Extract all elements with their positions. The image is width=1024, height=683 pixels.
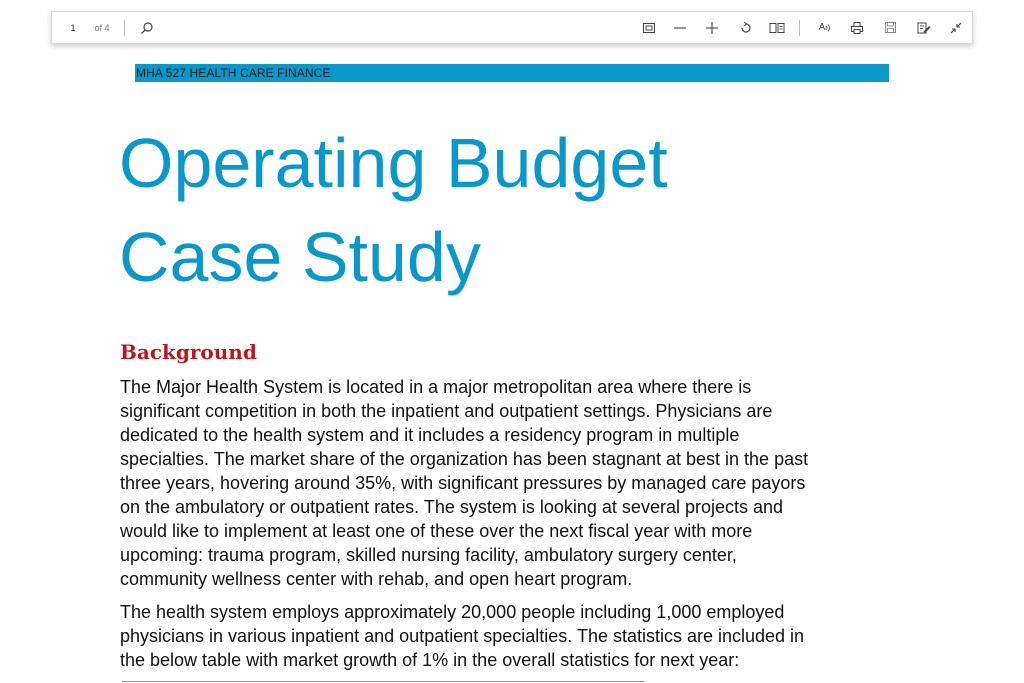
- current-page-input[interactable]: 1: [70, 22, 76, 33]
- text-line: community wellness center with rehab, and open heart program.: [120, 569, 633, 589]
- save-icon[interactable]: [879, 12, 901, 43]
- rotate-icon[interactable]: [735, 12, 757, 43]
- text-line: on the ambulatory or outpatient rates. The system is looking at several projects and: [120, 497, 784, 517]
- zoom-out-icon[interactable]: [669, 12, 691, 43]
- read-aloud-label: A: [818, 22, 826, 33]
- pdf-toolbar: [51, 11, 973, 44]
- toolbar-divider: [124, 20, 125, 36]
- fit-page-icon[interactable]: [638, 12, 660, 43]
- page-view-icon[interactable]: [766, 12, 788, 43]
- section-heading-background: Background: [120, 340, 257, 364]
- collapse-icon[interactable]: [945, 12, 967, 43]
- background-paragraph-1: [120, 375, 910, 591]
- course-header-bar: MHA 527 HEALTH CARE FINANCE: [135, 64, 889, 82]
- print-icon[interactable]: [846, 12, 868, 43]
- text-line: The health system employs approximately 20,000 people including 1,000 employed: [120, 602, 785, 622]
- search-icon[interactable]: [136, 12, 158, 43]
- text-line: the below table with market growth of 1% in the overall statistics for next year:: [120, 650, 740, 670]
- text-line: three years, hovering around 35%, with significant pressures by managed care payors: [120, 473, 806, 493]
- text-line: dedicated to the health system and it includes a residency program in multiple: [120, 425, 740, 445]
- zoom-in-icon[interactable]: [701, 12, 723, 43]
- text-line: significant competition in both the inpatient and outpatient settings. Physicians are: [120, 401, 773, 421]
- draw-icon[interactable]: [913, 12, 935, 43]
- text-line: would like to implement at least one of these over the next fiscal year with more: [120, 521, 753, 541]
- text-line: physicians in various inpatient and outpatient specialties. The statistics are included in: [120, 626, 805, 646]
- read-aloud-icon[interactable]: [814, 12, 836, 43]
- page-title: [119, 116, 668, 304]
- title-line-2: Case Study: [119, 218, 481, 296]
- page-count-label: of 4: [94, 22, 110, 33]
- title-line-1: Operating Budget: [119, 124, 668, 202]
- toolbar-divider: [799, 20, 800, 36]
- table-top-border: [122, 681, 644, 682]
- text-line: upcoming: trauma program, skilled nursing facility, ambulatory surgery center,: [120, 545, 737, 565]
- text-line: specialties. The market share of the organization has been stagnant at best in the past: [120, 449, 809, 469]
- text-line: The Major Health System is located in a major metropolitan area where there is: [120, 377, 752, 397]
- background-paragraph-2: [120, 600, 910, 672]
- document-page: [0, 44, 1024, 683]
